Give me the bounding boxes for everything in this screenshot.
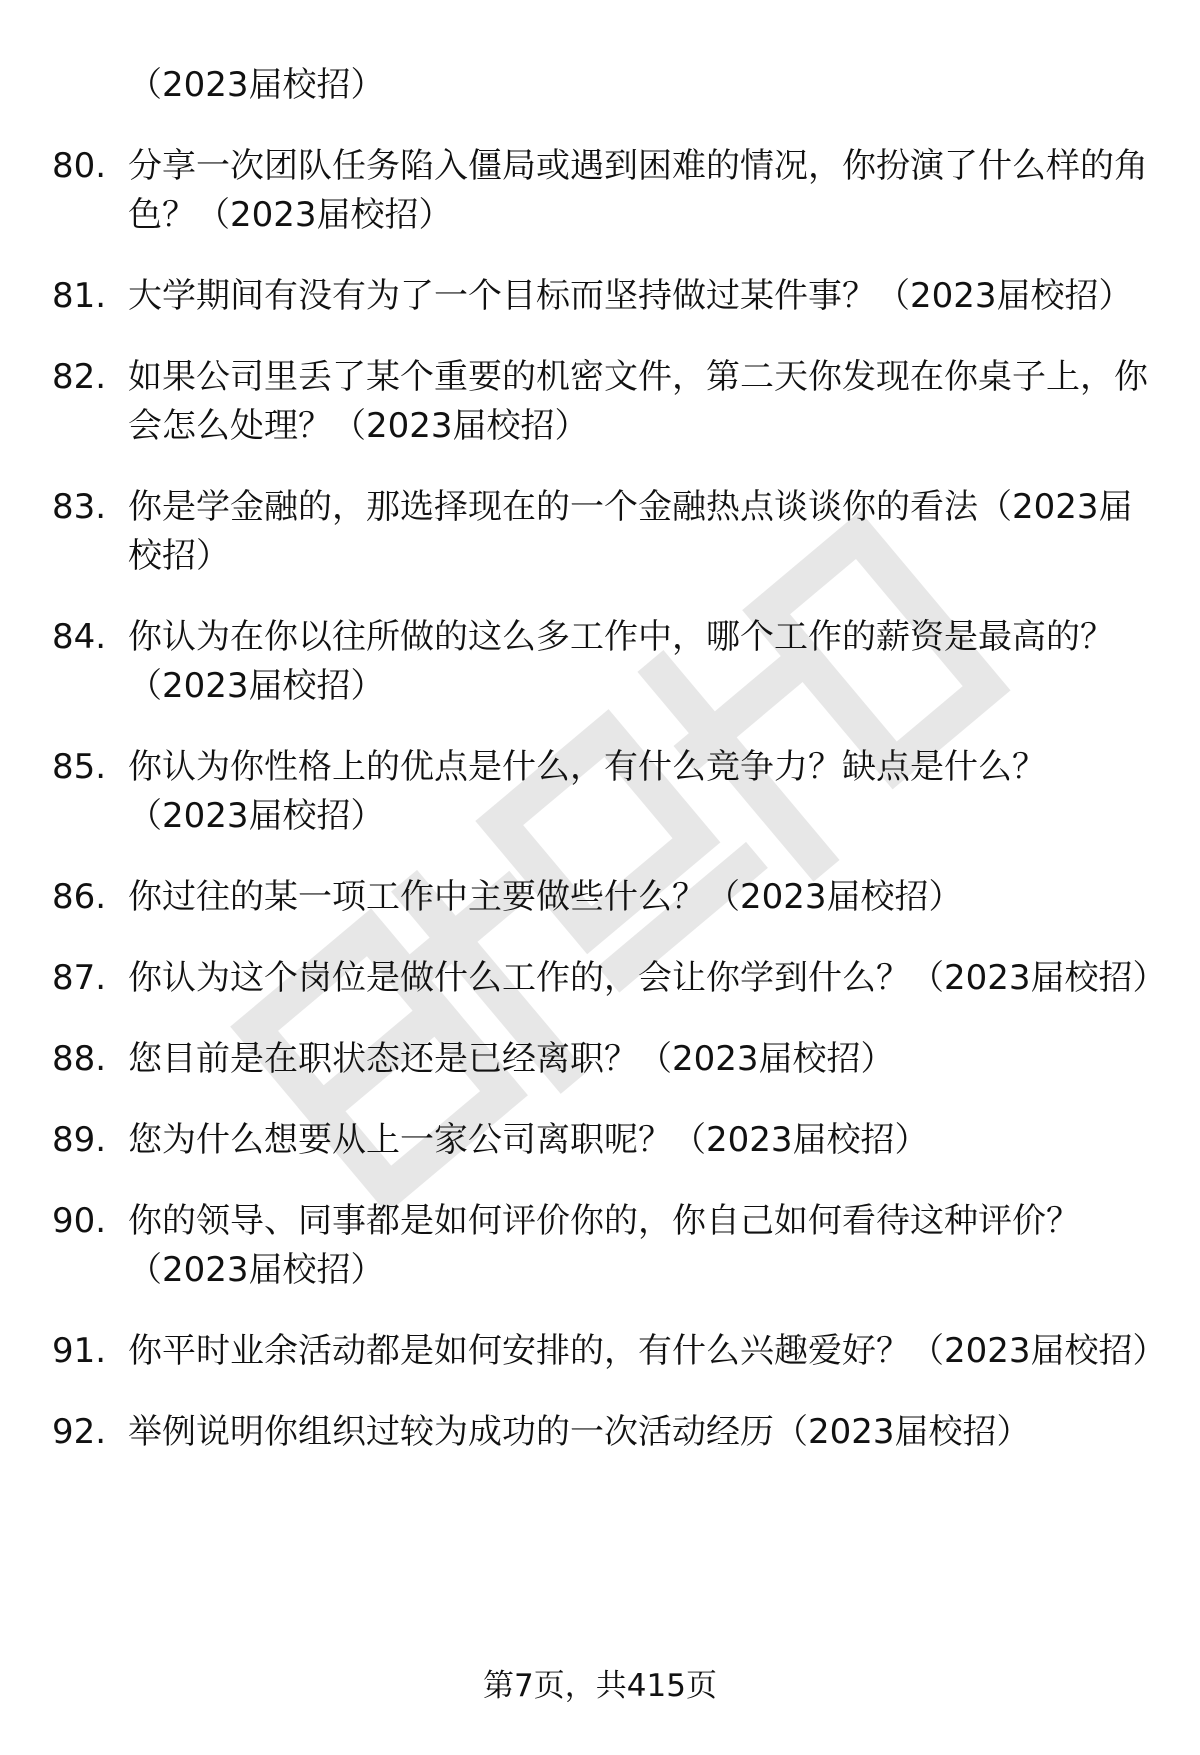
list-item — [0, 954, 1200, 1003]
question-number: 90. — [52, 1201, 107, 1241]
question-number: 87. — [52, 958, 107, 998]
list-item — [0, 613, 1200, 711]
question-text: 如果公司里丢了某个重要的机密文件，第二天你发现在你桌子上，你会怎么处理？（2023届校招） — [128, 357, 1148, 446]
question-number: 81. — [52, 276, 107, 316]
page-footer: 第7页，共415页 — [483, 1668, 717, 1704]
question-text: 你认为这个岗位是做什么工作的，会让你学到什么？（2023届校招） — [128, 958, 1167, 998]
question-text: 您目前是在职状态还是已经离职？（2023届校招） — [128, 1039, 895, 1079]
question-number: 91. — [52, 1331, 107, 1371]
question-list — [0, 142, 1200, 1489]
question-text: 您为什么想要从上一家公司离职呢？（2023届校招） — [128, 1120, 929, 1160]
question-number: 82. — [52, 357, 107, 397]
list-item — [0, 1197, 1200, 1295]
question-text: 分享一次团队任务陷入僵局或遇到困难的情况，你扮演了什么样的角色？（2023届校招） — [128, 146, 1148, 235]
question-text: 你的领导、同事都是如何评价你的，你自己如何看待这种评价？（2023届校招） — [128, 1201, 1080, 1290]
question-text: 你认为你性格上的优点是什么，有什么竞争力？缺点是什么？（2023届校招） — [128, 747, 1046, 836]
list-item — [0, 1408, 1200, 1457]
list-item — [0, 1327, 1200, 1376]
question-number: 86. — [52, 877, 107, 917]
question-number: 85. — [52, 747, 107, 787]
question-text: 举例说明你组织过较为成功的一次活动经历（2023届校招） — [128, 1412, 1031, 1452]
question-text: 你认为在你以往所做的这么多工作中，哪个工作的薪资是最高的？（2023届校招） — [128, 617, 1114, 706]
question-number: 92. — [52, 1412, 107, 1452]
list-item — [0, 353, 1200, 451]
list-item — [0, 1035, 1200, 1084]
question-number: 89. — [52, 1120, 107, 1160]
question-number: 83. — [52, 487, 107, 527]
question-text: 大学期间有没有为了一个目标而坚持做过某件事？（2023届校招） — [128, 276, 1133, 316]
question-number: 88. — [52, 1039, 107, 1079]
question-text: 你是学金融的，那选择现在的一个金融热点谈谈你的看法（2023届校招） — [128, 487, 1133, 576]
question-text: 你平时业余活动都是如何安排的，有什么兴趣爱好？（2023届校招） — [128, 1331, 1167, 1371]
question-number: 84. — [52, 617, 107, 657]
list-item — [0, 873, 1200, 922]
question-continuation: （2023届校招） — [128, 65, 385, 105]
list-item — [0, 1116, 1200, 1165]
list-item — [0, 483, 1200, 581]
question-text: 你过往的某一项工作中主要做些什么？（2023届校招） — [128, 877, 963, 917]
list-item — [0, 142, 1200, 240]
question-number: 80. — [52, 146, 107, 186]
list-item — [0, 272, 1200, 321]
list-item — [0, 743, 1200, 841]
